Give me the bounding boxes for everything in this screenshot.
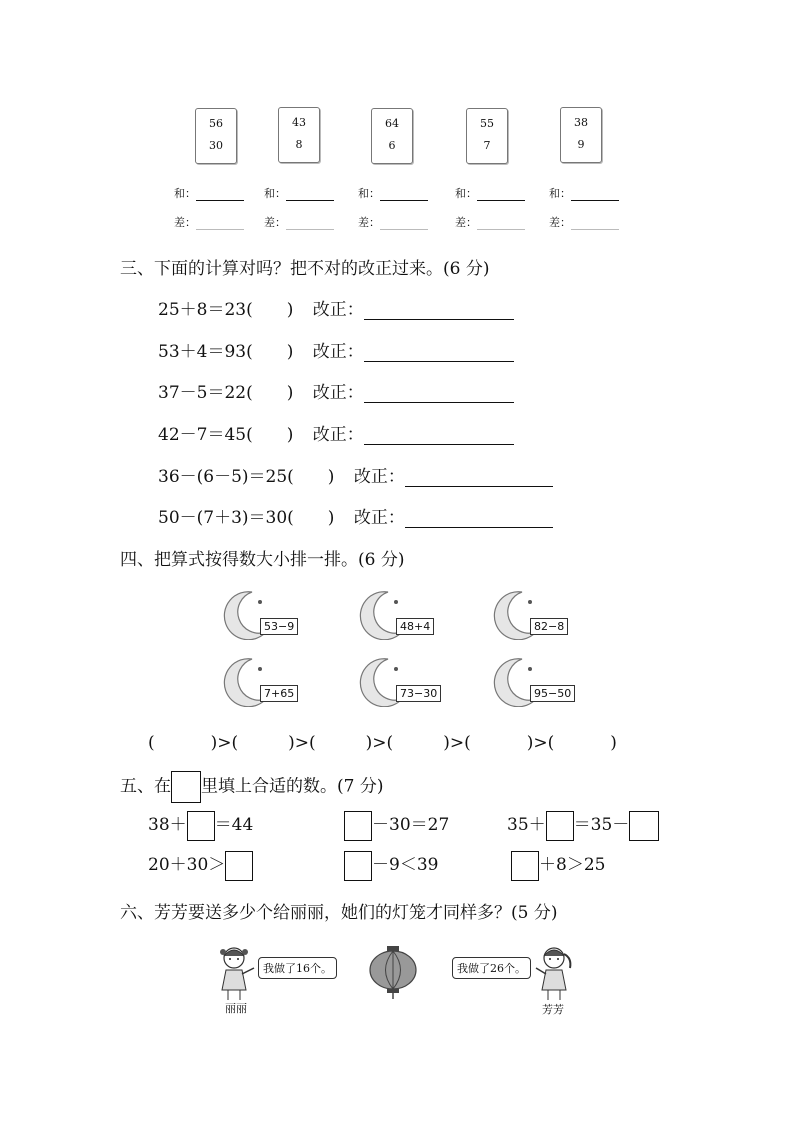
fill-text: ＝35－: [573, 815, 630, 835]
section6-title: 六、芳芳要送多少个给丽丽，她们的灯笼才同样多？(5 分): [120, 903, 558, 923]
order-token: )>(: [210, 733, 239, 753]
moon-expression-label: 7+65: [260, 685, 298, 702]
check-expression: 25＋8＝23(: [158, 300, 253, 320]
sum-row: [264, 185, 334, 201]
section5-title-b: 里填上合适的数。(7 分): [201, 776, 384, 797]
fix-blank[interactable]: [364, 402, 514, 403]
card-bottom-number: 30: [209, 139, 223, 152]
diff-label: 差：: [549, 216, 571, 229]
sum-label: 和：: [549, 187, 571, 200]
fill-box[interactable]: [546, 811, 574, 841]
card-bottom-number: 8: [295, 138, 303, 151]
fix-label: 改正：: [312, 342, 364, 362]
fill-text: －9＜39: [372, 855, 439, 875]
lili-name: 丽丽: [225, 1002, 247, 1015]
card-top-number: 43: [292, 116, 306, 129]
check-expression: 42－7＝45(: [158, 425, 253, 445]
sum-blank[interactable]: [286, 200, 334, 201]
check-item: [158, 378, 514, 403]
check-expression: 50－(7＋3)＝30(: [158, 508, 294, 528]
example-box: [171, 771, 201, 803]
fill-box[interactable]: [344, 851, 372, 881]
card-bottom-number: 6: [388, 139, 396, 152]
diff-blank[interactable]: [380, 229, 428, 230]
fangfang-name: 芳芳: [542, 1003, 564, 1016]
diff-label: 差：: [174, 216, 196, 229]
order-token: )>(: [443, 733, 471, 753]
card-top-number: 55: [480, 117, 494, 130]
fangfang-speech-bubble: 我做了26个。: [452, 957, 531, 979]
diff-row: [264, 214, 334, 230]
diff-label: 差：: [264, 216, 286, 229]
fix-blank[interactable]: [364, 361, 514, 362]
card-top-number: 56: [209, 117, 223, 130]
sum-label: 和：: [358, 187, 380, 200]
moon-expression-label: 48+4: [396, 618, 434, 635]
diff-row: [455, 214, 525, 230]
moon-expression: [222, 588, 302, 640]
section5-title: [120, 771, 383, 803]
check-expression: 53＋4＝93(: [158, 342, 253, 362]
sum-row: [174, 185, 244, 201]
check-close: ): [327, 508, 335, 528]
moon-expression: [492, 588, 572, 640]
girl-lili-figure: [214, 944, 258, 1002]
order-token: )>(: [365, 733, 394, 753]
sum-blank[interactable]: [477, 200, 525, 201]
card-bottom-number: 7: [483, 139, 491, 152]
section5-title-a: 五、在: [120, 776, 171, 797]
order-token: ): [610, 733, 617, 753]
number-card: [466, 108, 508, 164]
fill-text: ＋8＞25: [539, 855, 606, 875]
fill-text: －30＝27: [372, 815, 450, 835]
check-item: [158, 295, 514, 320]
sum-label: 和：: [264, 187, 286, 200]
check-close: ): [286, 383, 294, 403]
diff-blank[interactable]: [286, 229, 334, 230]
fill-text: ＝44: [214, 815, 254, 835]
fill-text: 35＋: [507, 815, 546, 835]
check-close: ): [286, 342, 294, 362]
fix-blank[interactable]: [405, 527, 553, 528]
section4-title: 四、把算式按得数大小排一排。(6 分): [120, 550, 405, 570]
order-token: )>(: [526, 733, 555, 753]
moon-expression-label: 53−9: [260, 618, 298, 635]
diff-row: [174, 214, 244, 230]
sum-row: [455, 185, 525, 201]
diff-row: [549, 214, 619, 230]
number-card: [278, 107, 320, 163]
sum-blank[interactable]: [196, 200, 244, 201]
fix-label: 改正：: [353, 508, 405, 528]
lili-speech-bubble: 我做了16个。: [258, 957, 337, 979]
ordering-row: [148, 733, 617, 753]
lantern-icon: [368, 944, 418, 1000]
diff-blank[interactable]: [196, 229, 244, 230]
moon-expression: [222, 655, 302, 707]
fix-blank[interactable]: [364, 319, 514, 320]
sum-row: [358, 185, 428, 201]
check-item: [158, 337, 514, 362]
fill-text: 20＋30＞: [148, 855, 226, 875]
moon-expression: [358, 588, 438, 640]
fix-label: 改正：: [312, 383, 364, 403]
fix-label: 改正：: [353, 467, 405, 487]
fill-item: [507, 810, 659, 841]
fix-blank[interactable]: [364, 444, 514, 445]
fill-item: [344, 810, 449, 841]
girl-fangfang-figure: [532, 944, 576, 1002]
moon-expression-label: 82−8: [530, 618, 568, 635]
check-expression: 36－(6－5)＝25(: [158, 467, 294, 487]
section3-title: 三、下面的计算对吗？把不对的改正过来。(6 分): [120, 259, 490, 279]
sum-row: [549, 185, 619, 201]
sum-label: 和：: [455, 187, 477, 200]
order-token: )>(: [288, 733, 316, 753]
number-card: [560, 107, 602, 163]
check-expression: 37－5＝22(: [158, 383, 253, 403]
check-item: [158, 462, 553, 487]
card-top-number: 38: [574, 116, 588, 129]
number-card: [371, 108, 413, 164]
check-close: ): [327, 467, 335, 487]
diff-blank[interactable]: [477, 229, 525, 230]
moon-expression: [358, 655, 438, 707]
sum-blank[interactable]: [571, 200, 619, 201]
check-item: [158, 503, 553, 528]
sum-blank[interactable]: [380, 200, 428, 201]
moon-expression-label: 95−50: [530, 685, 575, 702]
check-close: ): [286, 300, 294, 320]
moon-expression-label: 73−30: [396, 685, 441, 702]
fill-box[interactable]: [225, 851, 253, 881]
fill-box[interactable]: [629, 811, 659, 841]
fix-label: 改正：: [312, 300, 364, 320]
fill-box[interactable]: [511, 851, 539, 881]
diff-row: [358, 214, 428, 230]
diff-label: 差：: [358, 216, 380, 229]
order-token: (: [148, 733, 155, 753]
fill-text: 38＋: [148, 815, 187, 835]
fill-box[interactable]: [344, 811, 372, 841]
check-item: [158, 420, 514, 445]
fill-box[interactable]: [187, 811, 215, 841]
diff-label: 差：: [455, 216, 477, 229]
number-card: [195, 108, 237, 164]
fill-item: [344, 850, 438, 881]
moon-expression: [492, 655, 572, 707]
sum-label: 和：: [174, 187, 196, 200]
check-close: ): [286, 425, 294, 445]
fill-item: [511, 850, 605, 881]
fill-item: [148, 810, 253, 841]
fix-blank[interactable]: [405, 486, 553, 487]
diff-blank[interactable]: [571, 229, 619, 230]
card-top-number: 64: [385, 117, 399, 130]
card-bottom-number: 9: [577, 138, 585, 151]
fill-item: [148, 850, 253, 881]
fix-label: 改正：: [312, 425, 364, 445]
